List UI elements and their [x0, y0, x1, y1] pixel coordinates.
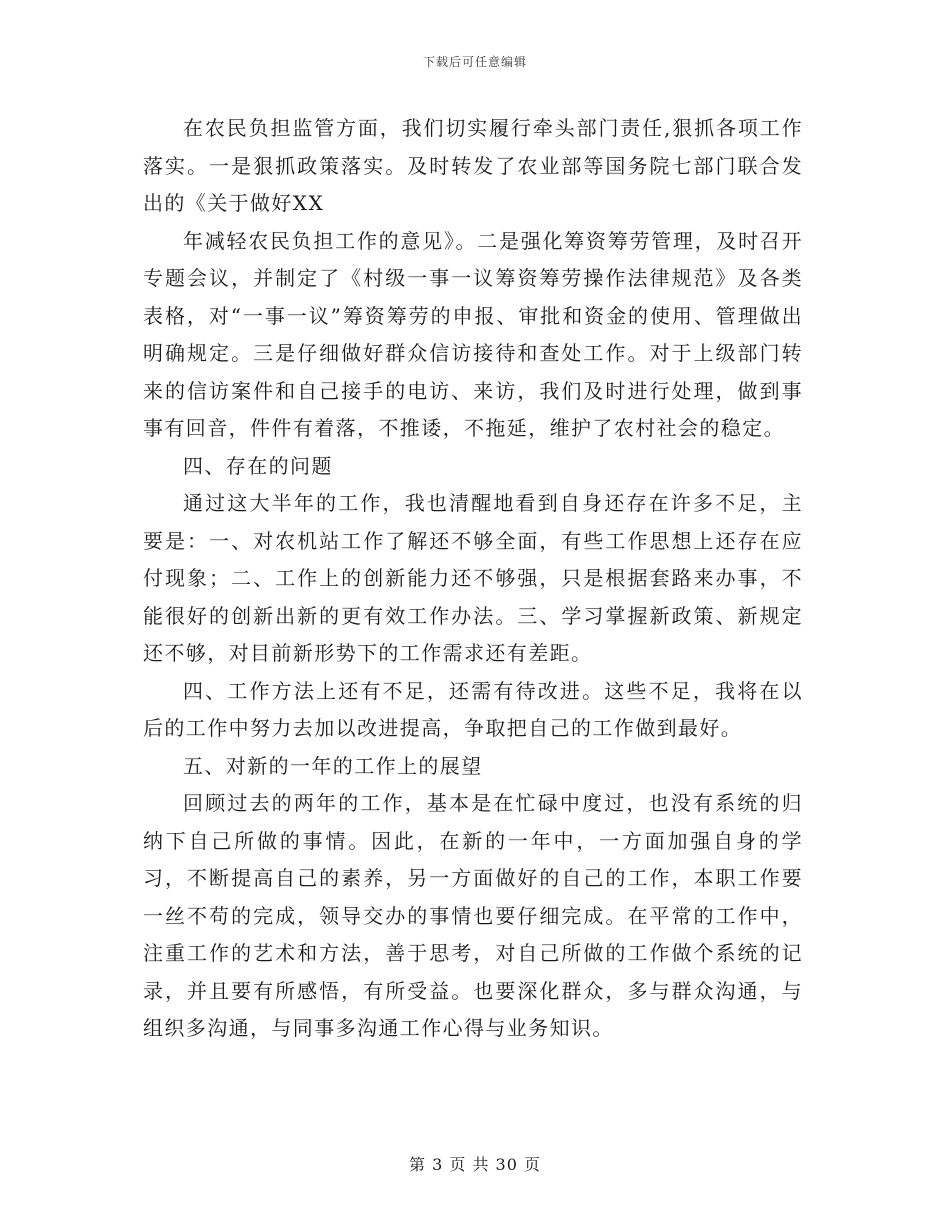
- paragraph-outlook: 回顾过去的两年的工作，基本是在忙碌中度过，也没有系统的归纳下自己所做的事情。因此，在新的一年中，一方面加强自身的学习，不断提高自己的素养，另一方面做好的自己的工作，本职工作要一丝不苟的完成，领导交办的事情也要仔细完成。在平常的工作中，注重工作的艺术和方法，善于思考，对自己所做的工作做个系统的记录，并且要有所感悟，有所受益。也要深化群众，多与群众沟通，与组织多沟通，与同事多沟通工作心得与业务知识。: [143, 791, 803, 1040]
- paragraph-burden-measures: 年减轻农民负担工作的意见》。二是强化筹资筹劳管理，及时召开专题会议，并制定了《村级一事一议筹资筹劳操作法律规范》及各类表格，对“一事一议”筹资筹劳的申报、审批和资金的使用、管理做出明确规定。三是仔细做好群众信访接待和查处工作。对于上级部门转来的信访案件和自己接手的电访、来访，我们及时进行处理，做到事事有回音，件件有着落，不推诿，不拖延，维护了农村社会的稳定。: [143, 228, 803, 440]
- section-heading-outlook: 五、对新的一年的工作上的展望: [183, 753, 483, 778]
- paragraph-burden-supervision: 在农民负担监管方面，我们切实履行牵头部门责任,狠抓各项工作落实。一是狠抓政策落实。及时转发了农业部等国务院七部门联合发出的《关于做好XX: [143, 116, 803, 215]
- document-body: [143, 110, 803, 1048]
- paragraph-methods: 四、工作方法上还有不足，还需有待改进。这些不足，我将在以后的工作中努力去加以改进提高，争取把自己的工作做到最好。: [143, 678, 803, 740]
- page-header: 下载后可任意编辑: [422, 55, 527, 69]
- page-number-footer: 第 3 页 共 30 页: [409, 1155, 541, 1174]
- paragraph-problems: 通过这大半年的工作，我也清醒地看到自身还存在许多不足，主要是：一、对农机站工作了解还不够全面，有些工作思想上还存在应付现象；二、工作上的创新能力还不够强，只是根据套路来办事，不能很好的创新出新的更有效工作办法。三、学习掌握新政策、新规定还不够，对目前新形势下的工作需求还有差距。: [143, 491, 803, 665]
- section-heading-problems: 四、存在的问题: [183, 453, 333, 478]
